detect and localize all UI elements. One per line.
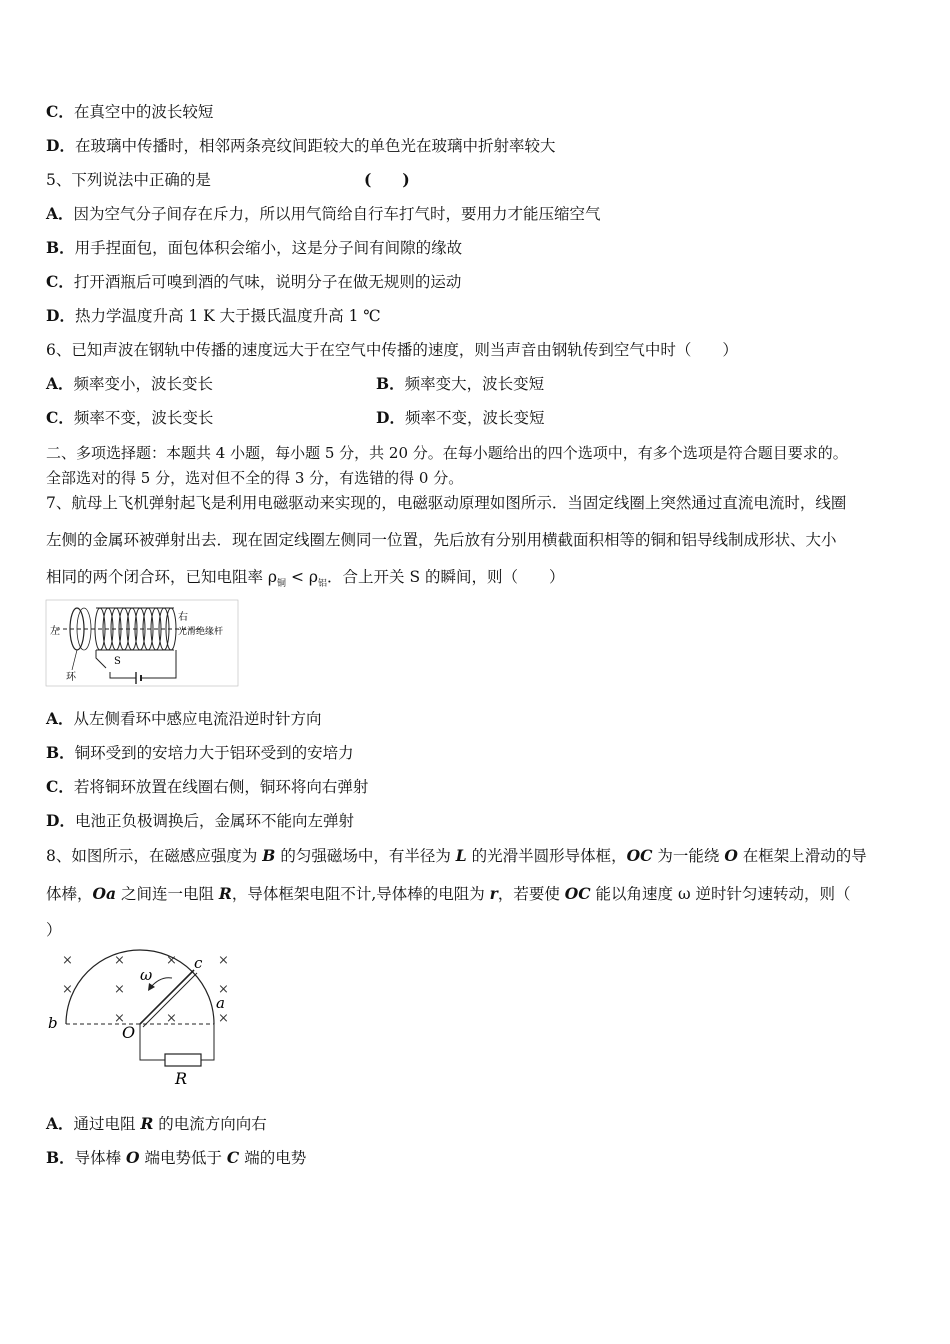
label-ring: 环 — [66, 672, 76, 683]
label-right: 右 — [178, 612, 188, 623]
var-O: O — [126, 1148, 140, 1167]
resistor — [165, 1054, 201, 1066]
label-a: a — [216, 994, 225, 1012]
option-label: D． — [376, 408, 405, 427]
q8-text: 之间连一电阻 — [116, 885, 219, 903]
q6-stem: 6、已知声波在钢轨中传播的速度远大于在空气中传播的速度，则当声音由钢轨传到空气中时（ ） — [46, 341, 738, 359]
option-text: 端的电势 — [239, 1149, 307, 1167]
q7-coil-diagram — [44, 598, 240, 688]
wire-left — [140, 1024, 165, 1060]
sub-copper: 铜 — [277, 579, 287, 590]
label-switch: S — [114, 656, 121, 667]
magnetic-field-crosses — [62, 953, 229, 1026]
option-text: 频率变小，波长变长 — [73, 375, 214, 393]
label-r: R — [175, 1069, 188, 1088]
section-2-line-2: 全部选对的得 5 分，选对但不全的得 3 分，有选错的得 0 分。 — [46, 469, 464, 487]
option-text: 打开酒瓶后可嗅到酒的气味，说明分子在做无规则的运动 — [73, 273, 462, 291]
label-omega: ω — [140, 966, 153, 984]
switch-lever — [96, 650, 106, 668]
q8-line-2 — [46, 884, 851, 904]
label-c: c — [194, 954, 203, 972]
option-text: 频率不变，波长变长 — [73, 409, 214, 427]
option-c-prev — [46, 102, 213, 122]
label-rod: 光滑绝缘杆 — [178, 627, 224, 637]
option-text: 因为空气分子间存在斥力，所以用气筒给自行车打气时，要用力才能压缩空气 — [73, 205, 601, 223]
option-label: A． — [46, 709, 74, 728]
q8-text: ，导体框架电阻不计,导体棒的电阻为 — [231, 885, 490, 903]
q5-stem — [46, 170, 410, 190]
q5-option-b — [46, 238, 462, 258]
q5-option-a — [46, 204, 601, 224]
label-b: b — [48, 1014, 58, 1032]
q8-text: 体棒， — [46, 885, 93, 903]
option-text: 若将铜环放置在线圈右侧，铜环将向右弹射 — [73, 778, 369, 796]
q8-line-3: ） — [46, 921, 62, 939]
wire-left — [110, 672, 136, 678]
option-text: 在玻璃中传播时，相邻两条亮纹间距较大的单色光在玻璃中折射率较大 — [74, 137, 556, 155]
option-label: C． — [46, 272, 74, 291]
option-text: 的电流方向向右 — [153, 1115, 267, 1133]
option-label: B． — [46, 238, 75, 257]
q8-text: 的匀强磁场中，有半径为 — [275, 847, 456, 865]
q5-paren: ( ) — [364, 170, 410, 189]
var-R: R — [218, 884, 232, 903]
cross: × — [218, 1011, 229, 1026]
option-text: 导体棒 — [74, 1149, 127, 1167]
q6-option-d — [376, 408, 544, 428]
q8-text: 8、如图所示，在磁感应强度为 — [46, 847, 263, 865]
option-text: 在真空中的波长较短 — [73, 103, 214, 121]
option-label: B． — [46, 1148, 75, 1167]
cross: × — [114, 953, 125, 968]
option-label: B． — [376, 374, 405, 393]
q8-text: ，若要使 — [497, 885, 565, 903]
wire-right — [201, 1024, 214, 1060]
wire-right — [141, 650, 176, 678]
option-text: 频率不变，波长变短 — [404, 409, 545, 427]
section-2-line-1: 二、多项选择题：本题共 4 小题，每小题 5 分，共 20 分。在每小题给出的四个选项中，有多个选项是符合题目要求的。 — [46, 444, 848, 462]
var-B: B — [262, 846, 276, 865]
cross: × — [166, 953, 177, 968]
q7-line-2: 左侧的金属环被弹射出去．现在固定线圈左侧同一位置，先后放有分别用横截面积相等的铜和铝导线制成形状、大小 — [46, 531, 837, 549]
option-label: C． — [46, 102, 74, 121]
option-text: 电池正负极调换后，金属环不能向左弹射 — [74, 812, 354, 830]
q7-line-3 — [46, 567, 565, 594]
var-O: O — [724, 846, 738, 865]
option-label: D． — [46, 136, 75, 155]
label-o: O — [122, 1023, 136, 1042]
q7-line-3b: < ρ — [286, 568, 319, 586]
q8-text: 能以角速度 ω 逆时针匀速转动，则（ — [590, 885, 851, 903]
cross: × — [62, 953, 73, 968]
semicircle-frame — [66, 950, 214, 1024]
q7-option-d — [46, 811, 354, 831]
q6-option-a — [46, 374, 213, 394]
sub-aluminum: 铝 — [318, 579, 328, 590]
cross: × — [114, 1011, 125, 1026]
cross: × — [62, 982, 73, 997]
option-d-prev — [46, 136, 555, 156]
option-label: D． — [46, 306, 75, 325]
var-C: C — [226, 1148, 240, 1167]
option-label: C． — [46, 777, 74, 796]
option-text: 从左侧看环中感应电流沿逆时针方向 — [73, 710, 322, 728]
q5-stem-text: 5、下列说法中正确的是 — [46, 171, 211, 189]
ring-pointer — [72, 650, 77, 670]
var-R: R — [140, 1114, 154, 1133]
option-label: A． — [46, 374, 74, 393]
option-label: A． — [46, 1114, 74, 1133]
q6-option-b — [376, 374, 544, 394]
q7-line-3c: ．合上开关 S 的瞬间，则（ ） — [327, 568, 565, 586]
cross: × — [218, 982, 229, 997]
q8-text: 为一能绕 — [652, 847, 725, 865]
q7-option-b — [46, 743, 354, 763]
q7-option-c — [46, 777, 368, 797]
cross: × — [218, 953, 229, 968]
var-r: r — [489, 884, 498, 903]
q5-option-d — [46, 306, 381, 326]
cross: × — [114, 982, 125, 997]
option-text: 通过电阻 — [73, 1115, 141, 1133]
option-text: 频率变大，波长变短 — [404, 375, 545, 393]
option-text: 热力学温度升高 1 K 大于摄氏温度升高 1 ℃ — [74, 307, 381, 325]
q7-line-1: 7、航母上飞机弹射起飞是利用电磁驱动来实现的，电磁驱动原理如图所示．当固定线圈上突然通过直流电流时，线圈 — [46, 494, 847, 512]
q5-option-c — [46, 272, 461, 292]
var-L: L — [455, 846, 467, 865]
var-OC: OC — [564, 884, 591, 903]
q6-option-c — [46, 408, 213, 428]
q8-semicircle-diagram — [44, 948, 244, 1090]
cross: × — [166, 1011, 177, 1026]
q7-line-3a: 相同的两个闭合环，已知电阻率 ρ — [46, 568, 278, 586]
var-Oa: Oa — [92, 884, 117, 903]
option-label: D． — [46, 811, 75, 830]
q8-option-b — [46, 1148, 306, 1168]
option-label: C． — [46, 408, 74, 427]
q8-text: 在框架上滑动的导 — [737, 847, 867, 865]
option-label: A． — [46, 204, 74, 223]
q8-option-a — [46, 1114, 267, 1134]
q8-text: 的光滑半圆形导体框， — [466, 847, 627, 865]
option-text: 铜环受到的安培力大于铝环受到的安培力 — [74, 744, 354, 762]
option-text: 用手捏面包，面包体积会缩小，这是分子间有间隙的缘故 — [74, 239, 463, 257]
q8-line-1 — [46, 846, 867, 866]
var-OC: OC — [626, 846, 653, 865]
option-text: 端电势低于 — [139, 1149, 227, 1167]
q7-option-a — [46, 709, 322, 729]
option-label: B． — [46, 743, 75, 762]
label-left: 左 — [50, 626, 60, 637]
